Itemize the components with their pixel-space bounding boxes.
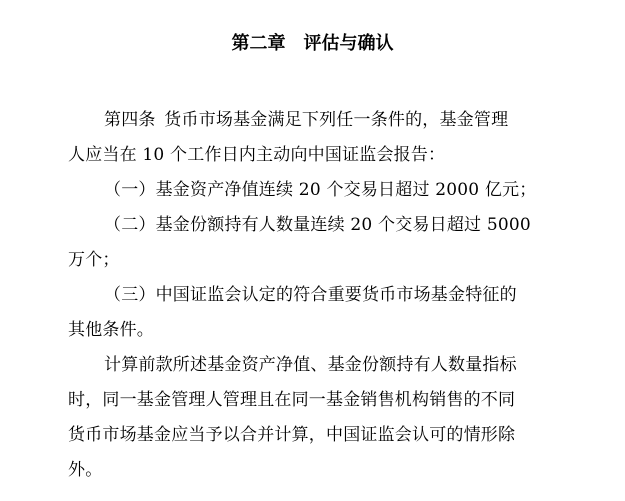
condition-2-line-1: （二）基金份额持有人数量连续 20 个交易日超过 5000 [104, 215, 531, 235]
condition-3-line-1: （三）中国证监会认定的符合重要货币市场基金特征的 [104, 285, 517, 305]
condition-1-line-1: （一）基金资产净值连续 20 个交易日超过 2000 亿元； [104, 180, 537, 200]
calculation-line-3: 货币市场基金应当予以合并计算，中国证监会认可的情形除 [68, 425, 516, 445]
chapter-title: 第二章 评估与确认 [231, 33, 394, 54]
condition-3-paragraph [68, 278, 568, 348]
calculation-line-4: 外。 [68, 460, 103, 480]
calculation-line-1: 计算前款所述基金资产净值、基金份额持有人数量指标 [104, 355, 517, 375]
condition-2-paragraph [68, 208, 568, 278]
article-4-paragraph [68, 103, 568, 173]
calculation-line-2: 时，同一基金管理人管理且在同一基金销售机构销售的不同 [68, 390, 516, 410]
article-4-line-1: 第四条 货币市场基金满足下列任一条件的，基金管理 [104, 110, 509, 130]
condition-3-line-2: 其他条件。 [68, 320, 154, 340]
calculation-paragraph [68, 348, 568, 488]
condition-2-line-2: 万个； [68, 250, 120, 270]
document-body [68, 103, 568, 488]
condition-1-paragraph [68, 173, 568, 208]
article-4-line-2: 人应当在 10 个工作日内主动向中国证监会报告： [68, 145, 446, 165]
